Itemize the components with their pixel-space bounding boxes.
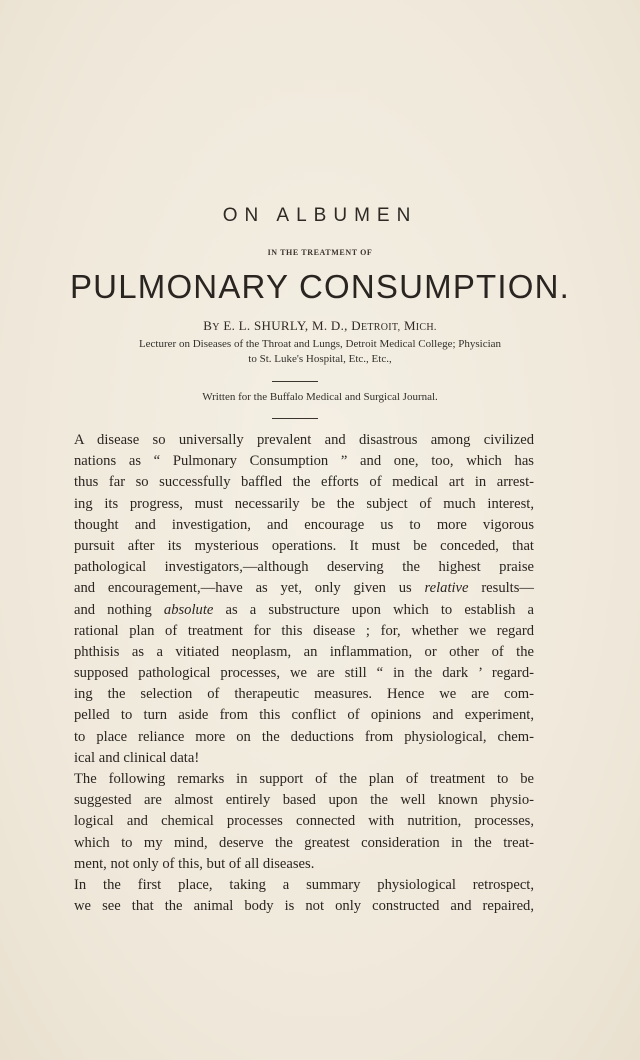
body-line: thus far so successfully baffled the efforts of medical art in arrest- xyxy=(74,474,534,491)
body-line: ical and clinical data! xyxy=(74,749,200,766)
byline-by-rest: Y xyxy=(212,322,220,333)
divider-bottom xyxy=(272,418,318,419)
body-line: nations as “ Pulmonary Consumption ” and one, too, which has xyxy=(74,453,534,470)
byline-state-rest: ICH. xyxy=(415,322,437,333)
body-line-part: as a substructure upon which to establish a xyxy=(225,601,534,618)
body-line: The following remarks in support of the plan of treatment to be xyxy=(74,771,534,787)
author-affiliation xyxy=(90,337,550,367)
body-line: which to my mind, deserve the greatest consideration in the treat- xyxy=(74,834,534,851)
body-line: rational plan of treatment for this disease ; for, whether we regard xyxy=(74,622,534,639)
body-line: to place reliance more on the deductions from physiological, chem- xyxy=(74,728,534,745)
italic-absolute: absolute xyxy=(163,601,214,618)
body-line-part: and encouragement,—have as yet, only given us xyxy=(74,580,412,597)
body-line: pursuit after its mysterious operations. It must be conceded, that xyxy=(74,537,534,554)
body-line: thought and investigation, and encourage us to more vigorous xyxy=(74,516,534,533)
body-line: we see that the animal body is not only constructed and repaired, xyxy=(74,898,534,915)
body-line-absolute xyxy=(74,600,534,621)
title-on-albumen: ON ALBUMEN xyxy=(222,205,418,226)
body-line: supposed pathological processes, we are still “ in the dark ’ regard- xyxy=(74,665,534,682)
author-byline xyxy=(0,318,640,334)
body-line: pelled to turn aside from this conflict of opinions and experiment, xyxy=(74,707,534,724)
body-line-part: results— xyxy=(481,580,535,597)
byline-state-initial: M xyxy=(403,318,416,333)
byline-city-rest: ETROIT, xyxy=(360,322,401,333)
body-line: ment, not only of this, but of all diseases. xyxy=(74,855,315,872)
page-title: PULMONARY CONSUMPTION. xyxy=(69,268,571,305)
body-line: phthisis as a vitiated neoplasm, an inflammation, or other of the xyxy=(74,643,534,660)
subtitle-in-the-treatment-of: IN THE TREATMENT OF xyxy=(267,248,373,257)
author-name: E. L. SHURLY, M. D., xyxy=(223,318,348,333)
divider-top xyxy=(272,381,318,382)
written-for-note: Written for the Buffalo Medical and Surgical Journal. xyxy=(202,391,438,403)
body-line: logical and chemical processes connected with nutrition, processes, xyxy=(74,813,534,830)
byline-by-initial: B xyxy=(203,318,213,333)
body-line: pathological investigators,—although deserving the highest praise xyxy=(74,559,534,576)
body-line-part: and nothing xyxy=(74,601,152,618)
body-line: ing the selection of therapeutic measures. Hence we are com- xyxy=(74,686,534,703)
affiliation-line-2: to St. Luke's Hospital, Etc., Etc., xyxy=(248,353,392,365)
body-line: A disease so universally prevalent and disastrous among civilized xyxy=(74,432,534,448)
body-line: suggested are almost entirely based upon the well known physio- xyxy=(74,792,534,809)
body-line: In the first place, taking a summary physiological retrospect, xyxy=(74,876,534,893)
body-line: ing its progress, must necessarily be the subject of much interest, xyxy=(74,495,534,512)
byline-city-initial: D xyxy=(351,318,361,333)
affiliation-line-1: Lecturer on Diseases of the Throat and Lungs, Detroit Medical College; Physician xyxy=(138,338,502,350)
body-line-relative xyxy=(74,578,534,599)
italic-relative: relative xyxy=(424,580,469,597)
article-body xyxy=(74,430,534,917)
